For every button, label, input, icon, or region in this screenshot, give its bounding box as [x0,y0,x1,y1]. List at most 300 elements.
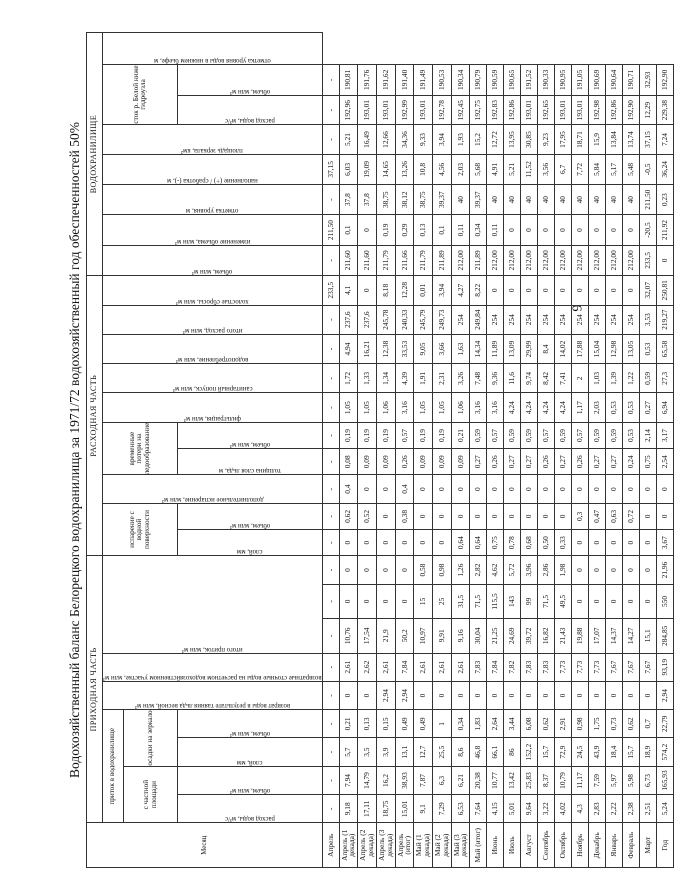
table-cell: 0 [395,530,414,556]
table-cell: - [322,64,339,95]
table-cell: 0 [605,276,622,305]
table-cell: 254 [588,305,605,334]
table-cell: 15,7 [622,738,639,766]
table-cell: 212,00 [588,245,605,275]
table-cell: 7,84 [487,653,504,681]
table-cell: 14,65 [376,154,395,184]
table-row [571,33,588,868]
table-cell: 0 [537,681,554,709]
fill-drawdown-header: наполнение (+) / сработка (-), м [166,177,258,185]
row-month-cell: Май (итог) [470,823,487,868]
table-cell: 40 [487,185,504,215]
table-cell: 38,12 [395,185,414,215]
table-cell: 0,34 [470,215,487,245]
table-cell: 0,27 [470,449,487,475]
table-cell: 0,58 [414,556,433,584]
table-cell: 1,98 [554,556,571,584]
table-cell: 0,49 [414,710,433,738]
table-cell: 1,63 [451,334,470,363]
table-cell: 0,68 [521,530,538,556]
table-cell: 31,5 [451,584,470,618]
table-cell: 0,53 [622,422,639,448]
table-cell: 5,72 [504,556,521,584]
table-cell: 550 [656,584,673,618]
table-cell: 0 [451,475,470,503]
table-cell: 1,75 [588,710,605,738]
table-cell: 4,15 [487,795,504,823]
table-cell: 37,8 [358,185,377,215]
table-cell: 30,04 [470,619,487,653]
row-month-cell: Сентябрь [537,823,554,868]
table-cell: 15,9 [588,125,605,154]
table-cell: 21,96 [656,556,673,584]
row-month-cell: Апрель [322,823,339,868]
table-cell: 0,19 [358,422,377,448]
table-row [622,33,639,868]
table-cell: 13,26 [395,154,414,184]
table-cell: 2,03 [588,393,605,422]
table-cell: 249,84 [470,305,487,334]
table-cell: 0,59 [554,422,571,448]
table-cell: - [322,185,339,215]
table-cell: - [322,584,339,618]
table-cell: 9,74 [521,364,538,393]
inflow-group-header: приток в водохранилище [103,710,124,823]
table-cell: 6,53 [451,795,470,823]
table-cell: 0,26 [537,449,554,475]
table-cell: 0 [639,475,656,503]
table-cell: 574,2 [656,738,673,766]
table-cell: 38,93 [395,766,414,794]
row-month-cell: Май (3 декада) [451,823,470,868]
flow-rate-header: расход воды, м³/с [224,815,275,823]
table-cell: 2,31 [432,364,451,393]
table-cell: 15,7 [537,738,554,766]
table-cell: 0 [376,530,395,556]
table-cell: 66,1 [487,738,504,766]
table-cell: 0,64 [470,530,487,556]
table-cell: - [322,125,339,154]
table-cell: 0,15 [376,710,395,738]
total-inflow-header: итого приток, млн м³ [181,645,243,653]
downstream-level-header: отметка уровня воды в нижнем бьефе, м [153,56,271,64]
table-cell: 0,27 [639,393,656,422]
table-cell: 1 [432,710,451,738]
table-cell: 191,62 [376,64,395,95]
table-cell: 36,24 [656,154,673,184]
table-cell: 1,91 [414,364,433,393]
table-cell: 0,09 [358,449,377,475]
table-cell: 211,79 [376,245,395,275]
table-cell: 143 [504,584,521,618]
table-cell: - [322,530,339,556]
table-cell: 13,05 [622,334,639,363]
table-cell: 11,52 [521,154,538,184]
table-cell: 5,97 [605,766,622,794]
table-cell: 12,38 [376,334,395,363]
table-cell: 0 [554,681,571,709]
table-cell: 5,68 [470,154,487,184]
table-cell: 17,95 [554,125,571,154]
table-cell: 0 [656,475,673,503]
table-cell: 7,67 [605,653,622,681]
table-cell: 0,01 [414,276,433,305]
table-cell: - [322,393,339,422]
table-cell: 40 [605,185,622,215]
table-cell: 3,96 [521,556,538,584]
table-cell: 10,77 [487,766,504,794]
row-month-cell: Январь [605,823,622,868]
table-cell: 12,66 [376,125,395,154]
table-cell: 0,27 [554,449,571,475]
table-cell: - [322,96,339,125]
table-cell: 254 [451,305,470,334]
table-cell: 211,60 [339,245,358,275]
table-cell: 7,24 [656,125,673,154]
table-cell: - [322,738,339,766]
table-cell: 212,00 [554,245,571,275]
table-cell: 245,79 [414,305,433,334]
table-cell: 0,53 [622,393,639,422]
table-cell: 0,1 [432,215,451,245]
table-cell: 1,03 [588,364,605,393]
table-cell: 5,21 [504,154,521,184]
table-cell: 0 [504,475,521,503]
table-cell: 2,54 [656,449,673,475]
table-cell: - [322,334,339,363]
table-cell: 3,16 [487,393,504,422]
runoff-volume-header: объем, млн м³ [229,88,271,96]
table-cell: 0,19 [376,215,395,245]
table-cell: 192,65 [537,96,554,125]
table-cell: 2,14 [639,422,656,448]
table-cell: 190,33 [537,64,554,95]
table-cell: 245,78 [376,305,395,334]
table-cell: 115,5 [487,584,504,618]
table-cell: 0 [588,530,605,556]
table-cell: 33,53 [395,334,414,363]
table-cell: 0 [656,503,673,529]
table-cell: 191,49 [414,64,433,95]
table-cell: 10,76 [339,619,358,653]
table-cell: 9,64 [521,795,538,823]
table-cell: 212,00 [521,245,538,275]
filtration-header: фильтрация, млн м³ [183,414,241,422]
table-cell: 254 [521,305,538,334]
table-cell: 2,61 [451,653,470,681]
table-cell: 8,42 [537,364,554,393]
table-cell: 192,78 [432,96,451,125]
table-cell: 24,5 [571,738,588,766]
table-cell: 46,8 [470,738,487,766]
table-cell: 0 [504,215,521,245]
table-cell: 190,71 [622,64,639,95]
table-cell: 14,79 [358,766,377,794]
table-cell: 0 [622,530,639,556]
table-cell: 190,95 [554,64,571,95]
table-cell: 0 [605,530,622,556]
table-cell: - [322,503,339,529]
table-cell: 10,8 [414,154,433,184]
table-cell: 0 [588,475,605,503]
table-cell: 3,16 [470,393,487,422]
table-cell: 0 [487,475,504,503]
table-cell: 0,59 [504,422,521,448]
table-cell: 5,7 [339,738,358,766]
table-cell: 0 [571,475,588,503]
table-cell: 0,08 [339,449,358,475]
table-cell: 14,27 [622,619,639,653]
table-cell: 212,00 [605,245,622,275]
table-title: Водохозяйственный баланс Белорецкого водохранилища за 1971/72 водохозяйственный год обеспеченностей 50% [67,121,82,779]
table-cell: 0 [358,475,377,503]
table-cell: 0 [504,276,521,305]
table-row [339,33,358,868]
table-cell: 8,37 [537,766,554,794]
table-cell: 165,93 [656,766,673,794]
table-cell: 21,9 [376,619,395,653]
table-cell: 254 [504,305,521,334]
area-header: площадь зеркала, км² [181,146,244,154]
table-cell: 7,41 [554,364,571,393]
table-cell: 1,17 [571,393,588,422]
table-cell: 0 [571,556,588,584]
table-cell: 4,24 [521,393,538,422]
table-cell: 0 [504,503,521,529]
table-cell: 0,78 [504,530,521,556]
table-cell: 13,74 [622,125,639,154]
table-cell: 190,53 [432,64,451,95]
table-cell: 6,3 [432,766,451,794]
table-row [554,33,571,868]
table-cell: 8,4 [537,334,554,363]
table-cell: 15,04 [588,334,605,363]
table-cell: 32,07 [639,276,656,305]
table-cell: 38,75 [376,185,395,215]
table-cell: 0 [639,503,656,529]
table-cell: 1,05 [414,393,433,422]
table-cell: 0 [571,276,588,305]
rotated-page [64,32,669,868]
table-cell: 3,67 [656,530,673,556]
table-cell: 254 [554,305,571,334]
table-cell: 0 [358,530,377,556]
row-month-cell: Ноябрь [571,823,588,868]
table-cell: 193,01 [554,96,571,125]
table-cell: 14,34 [470,334,487,363]
table-cell: 2,22 [605,795,622,823]
table-cell: 19,88 [571,619,588,653]
table-cell: 86 [504,738,521,766]
table-cell: 2,03 [451,154,470,184]
row-month-cell: Апрель (1 декада) [339,823,358,868]
table-cell: 233,5 [322,276,339,305]
table-cell: 0,38 [395,503,414,529]
table-cell: 0 [470,681,487,709]
table-cell: 190,79 [470,64,487,95]
table-cell: 249,73 [432,305,451,334]
table-cell: 0 [504,681,521,709]
table-cell: 0 [339,681,358,709]
table-cell: - [322,653,339,681]
table-cell: 3,16 [395,393,414,422]
table-cell: 0,27 [504,449,521,475]
table-cell: 0 [571,584,588,618]
table-cell: 0,3 [571,503,588,529]
volume-header: объем, млн м³ [192,268,233,276]
table-cell: 240,33 [395,305,414,334]
table-cell: 0,63 [605,503,622,529]
table-cell: 1,83 [470,710,487,738]
table-cell: 2,94 [395,681,414,709]
table-row [487,33,504,868]
table-cell: 4,24 [504,393,521,422]
table-cell: - [322,364,339,393]
table-cell: 40 [521,185,538,215]
table-cell: 0,50 [537,530,554,556]
table-cell: 10,79 [554,766,571,794]
table-cell: 0 [358,276,377,305]
table-cell: 40 [588,185,605,215]
table-cell: 99 [521,584,538,618]
table-cell: 211,79 [414,245,433,275]
table-row [432,33,451,868]
table-cell: 0 [470,503,487,529]
table-cell: 0 [414,681,433,709]
table-cell: 11,6 [504,364,521,393]
table-cell: 254 [571,305,588,334]
table-cell: 18,4 [605,738,622,766]
table-cell: 7,82 [504,653,521,681]
table-row [358,33,377,868]
table-cell: 2,91 [554,710,571,738]
table-cell: 190,81 [339,64,358,95]
table-cell: 0 [639,584,656,618]
table-cell: 0 [605,215,622,245]
table-cell: 0 [376,503,395,529]
table-cell: 1,39 [605,364,622,393]
table-cell: 211,50 [322,215,339,245]
table-cell: 8,18 [376,276,395,305]
table-cell: 15,2 [470,125,487,154]
table-cell: 4,39 [395,364,414,393]
table-cell: 3,17 [656,422,673,448]
table-cell: 0,4 [395,475,414,503]
table-cell: 6,94 [656,393,673,422]
table-cell: 0,64 [451,530,470,556]
table-cell: 9,23 [537,125,554,154]
table-row [322,33,339,868]
table-cell: - [322,795,339,823]
table-cell: 192,83 [487,96,504,125]
table-cell: 254 [605,305,622,334]
table-cell: 1,06 [376,393,395,422]
table-cell: 0 [639,681,656,709]
table-cell: - [322,449,339,475]
table-cell: 4,24 [554,393,571,422]
table-cell: 0,59 [605,422,622,448]
table-cell: 0 [588,215,605,245]
table-cell: - [322,556,339,584]
table-cell: 0,21 [451,422,470,448]
table-cell: 192,45 [451,96,470,125]
table-cell: 2,61 [432,653,451,681]
table-cell: 37,15 [322,154,339,184]
table-cell: 43,9 [588,738,605,766]
table-cell: 0,26 [395,449,414,475]
row-month-cell: Октябрь [554,823,571,868]
table-cell: 254 [487,305,504,334]
table-cell: 14,02 [554,334,571,363]
table-cell: 0,09 [451,449,470,475]
table-cell: 190,65 [504,64,521,95]
table-cell: 3,5 [358,738,377,766]
table-cell: 3,26 [451,364,470,393]
table-cell: 0 [339,556,358,584]
table-cell: 7,83 [521,653,538,681]
table-cell: 0,72 [622,503,639,529]
table-cell: 192,99 [395,96,414,125]
table-cell: 9,91 [432,619,451,653]
table-cell: 0,26 [487,449,504,475]
table-cell: 2 [571,364,588,393]
table-cell: 2,51 [639,795,656,823]
table-cell: 237,6 [339,305,358,334]
table-cell: 25,5 [432,738,451,766]
table-cell: -0,5 [639,154,656,184]
table-cell: 18,9 [639,738,656,766]
table-cell: 211,89 [470,245,487,275]
table-cell: 12,28 [395,276,414,305]
table-cell: 0,59 [521,422,538,448]
table-cell: 7,84 [395,653,414,681]
table-cell: 250,81 [656,276,673,305]
table-cell: 0 [358,556,377,584]
table-cell: 191,76 [358,64,377,95]
table-cell: 40 [622,185,639,215]
table-cell: 0 [432,530,451,556]
table-cell: 1,72 [339,364,358,393]
table-cell: 9,33 [414,125,433,154]
total-expense-header: итого расход, млн м³ [182,326,243,334]
table-cell: 0 [605,584,622,618]
table-cell: 0,34 [451,710,470,738]
table-cell: 254 [622,305,639,334]
table-cell: 93,19 [656,653,673,681]
table-cell: 40 [504,185,521,215]
table-cell: 3,94 [432,276,451,305]
table-row [537,33,554,868]
table-cell: 18,71 [571,125,588,154]
table-cell: 0 [451,681,470,709]
table-cell: 152,2 [521,738,538,766]
table-cell: 193,01 [521,96,538,125]
table-row [395,33,414,868]
table-cell: 212,00 [622,245,639,275]
table-cell: 284,85 [656,619,673,653]
table-cell: 0 [376,584,395,618]
table-cell: 0 [395,584,414,618]
table-cell: 4,3 [571,795,588,823]
table-cell: 212,00 [504,245,521,275]
table-cell: 5,24 [656,795,673,823]
table-cell: 0 [521,503,538,529]
table-cell: 21,25 [487,619,504,653]
table-cell: 1,05 [339,393,358,422]
table-cell: 16,82 [537,619,554,653]
table-cell: 0,53 [639,334,656,363]
table-cell: 13,09 [504,334,521,363]
